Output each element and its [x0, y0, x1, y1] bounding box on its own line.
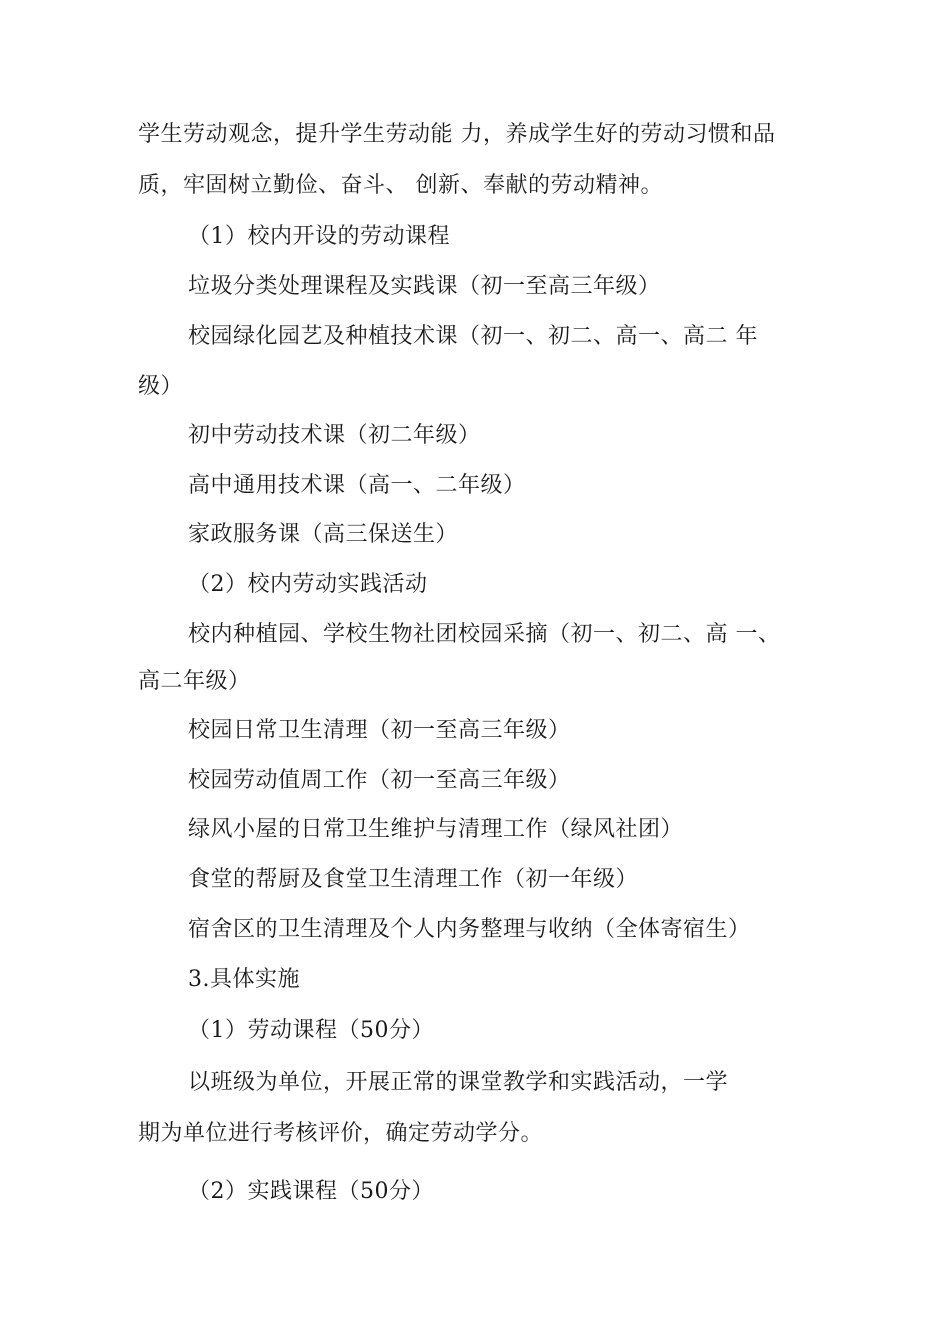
- list-item: 校园劳动值周工作（初一至高三年级）: [188, 768, 571, 793]
- section-heading: 3.具体实施: [188, 967, 300, 992]
- paragraph-line: 质，牢固树立勤俭、奋斗、 创新、奉献的劳动精神。: [138, 173, 663, 198]
- list-item-continuation: 级）: [138, 374, 184, 399]
- list-item-continuation: 高二年级）: [138, 669, 251, 694]
- paragraph-line: 以班级为单位，开展正常的课堂教学和实践活动，一学: [188, 1070, 729, 1095]
- list-item: 校内种植园、学校生物社团校园采摘（初一、初二、高 一、: [188, 622, 781, 647]
- list-item: 高中通用技术课（高一、二年级）: [188, 473, 526, 498]
- section-heading: （1）校内开设的劳动课程: [188, 224, 450, 249]
- list-item: 初中劳动技术课（初二年级）: [188, 423, 481, 448]
- section-heading: （2）校内劳动实践活动: [188, 572, 428, 597]
- list-item: 食堂的帮厨及食堂卫生清理工作（初一年级）: [188, 867, 639, 892]
- list-item: 宿舍区的卫生清理及个人内务整理与收纳（全体寄宿生）: [188, 917, 751, 942]
- list-item: 家政服务课（高三保送生）: [188, 522, 459, 547]
- list-item: 校园绿化园艺及种植技术课（初一、初二、高一、高二 年: [188, 324, 758, 349]
- subsection-heading: （2）实践课程（50分）: [188, 1179, 434, 1204]
- paragraph-line: 期为单位进行考核评价，确定劳动学分。: [138, 1121, 544, 1146]
- list-item: 绿风小屋的日常卫生维护与清理工作（绿风社团）: [188, 817, 684, 842]
- paragraph-line: 学生劳动观念，提升学生劳动能 力，养成学生好的劳动习惯和品: [138, 122, 776, 147]
- list-item: 垃圾分类处理课程及实践课（初一至高三年级）: [188, 274, 661, 299]
- list-item: 校园日常卫生清理（初一至高三年级）: [188, 718, 571, 743]
- subsection-heading: （1）劳动课程（50分）: [188, 1018, 434, 1043]
